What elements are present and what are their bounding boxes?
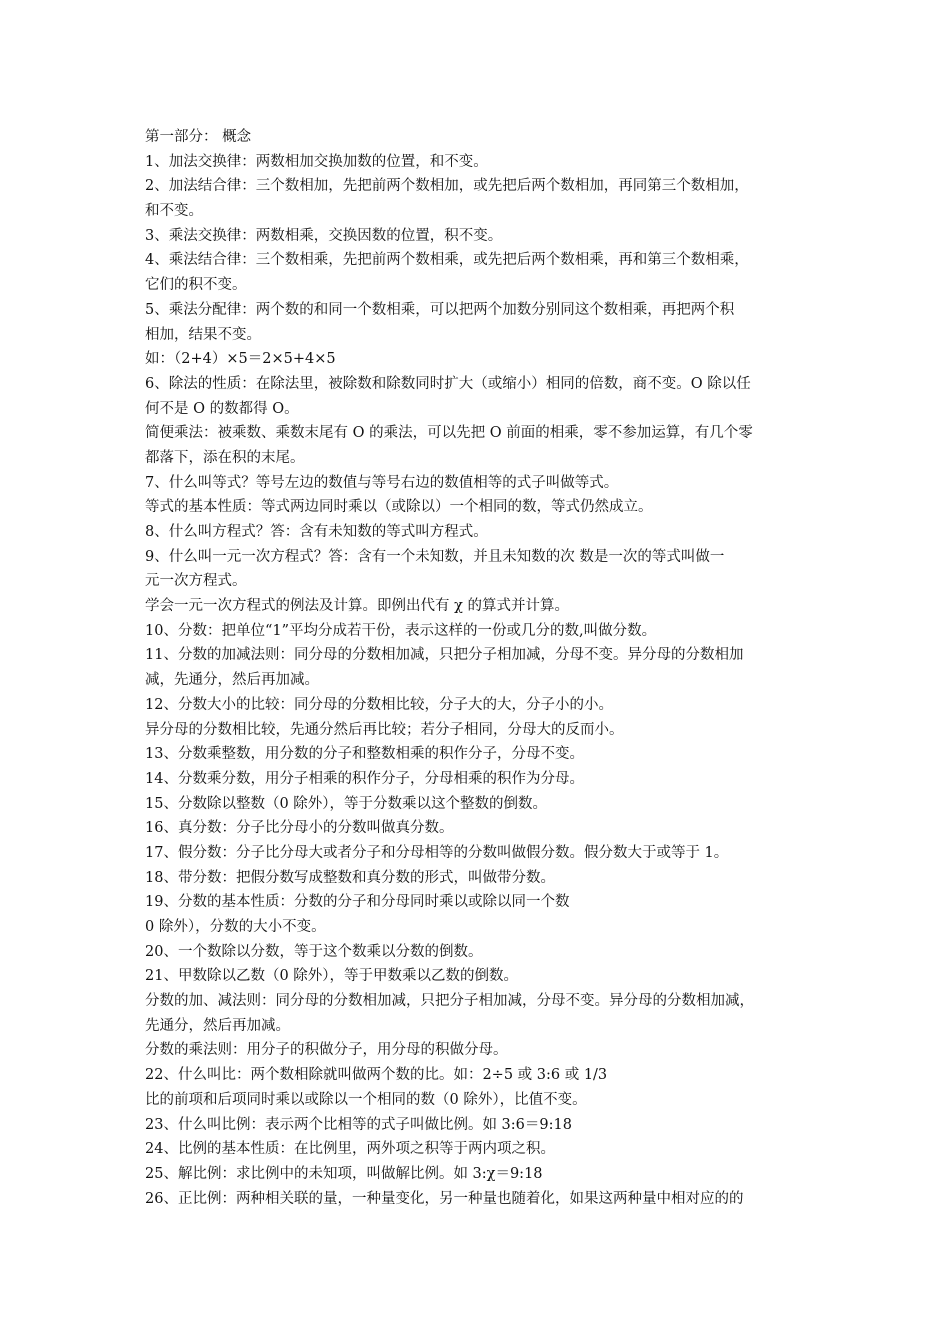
text-line: 减，先通分，然后再加减。	[145, 672, 319, 689]
text-line: 3、乘法交换律：两数相乘，交换因数的位置，积不变。	[145, 227, 503, 244]
text-line: 17、假分数：分子比分母大或者分子和分母相等的分数叫做假分数。假分数大于或等于 1。	[145, 844, 729, 861]
text-line: 24、比例的基本性质：在比例里，两外项之积等于两内项之积。	[145, 1141, 555, 1158]
text-line: 26、正比例：两种相关联的量，一种量变化，另一种量也随着化，如果这两种量中相对应的的	[145, 1190, 744, 1207]
document-body	[145, 125, 815, 1211]
text-line: 何不是 O 的数都得 O。	[145, 400, 299, 417]
text-line: 分数的加、减法则：同分母的分数相加减，只把分子相加减，分母不变。异分母的分数相加减，	[145, 993, 754, 1010]
text-line: 10、分数：把单位“1”平均分成若干份，表示这样的一份或几分的数,叫做分数。	[145, 622, 657, 639]
text-line: 6、除法的性质：在除法里，被除数和除数同时扩大（或缩小）相同的倍数，商不变。O 除以任	[145, 375, 751, 392]
text-line: 学会一元一次方程式的例法及计算。即例出代有 χ 的算式并计算。	[145, 598, 570, 615]
text-line: 5、乘法分配律：两个数的和同一个数相乘，可以把两个加数分别同这个数相乘，再把两个积	[145, 301, 735, 318]
text-line: 11、分数的加减法则：同分母的分数相加减，只把分子相加减，分母不变。异分母的分数相加	[145, 647, 744, 664]
text-line: 25、解比例：求比例中的未知项，叫做解比例。如 3:χ＝9:18	[145, 1165, 543, 1182]
text-line: 15、分数除以整数（0 除外），等于分数乘以这个整数的倒数。	[145, 795, 548, 812]
text-line: 元一次方程式。	[145, 573, 247, 590]
text-line: 23、什么叫比例：表示两个比相等的式子叫做比例。如 3:6＝9:18	[145, 1116, 572, 1133]
text-line: 22、什么叫比：两个数相除就叫做两个数的比。如：2÷5 或 3:6 或 1/3	[145, 1067, 608, 1084]
text-line: 都落下，添在积的末尾。	[145, 449, 305, 466]
text-line: 0 除外），分数的大小不变。	[145, 919, 326, 935]
text-line: 4、乘法结合律：三个数相乘，先把前两个数相乘，或先把后两个数相乘，再和第三个数相乘，	[145, 252, 749, 269]
text-line: 12、分数大小的比较：同分母的分数相比较，分子大的大，分子小的小。	[145, 696, 613, 713]
text-line: 8、什么叫方程式？答：含有未知数的等式叫方程式。	[145, 524, 488, 540]
text-line: 异分母的分数相比较，先通分然后再比较；若分子相同，分母大的反而小。	[145, 721, 624, 738]
text-line: 16、真分数：分子比分母小的分数叫做真分数。	[145, 820, 454, 837]
text-line: 13、分数乘整数，用分数的分子和整数相乘的积作分子，分母不变。	[145, 746, 584, 763]
text-line: 19、分数的基本性质：分数的分子和分母同时乘以或除以同一个数	[145, 894, 570, 911]
section-heading: 第一部分： 概念	[145, 129, 252, 145]
text-line: 分数的乘法则：用分子的积做分子，用分母的积做分母。	[145, 1042, 508, 1059]
text-line: 21、甲数除以乙数（0 除外），等于甲数乘以乙数的倒数。	[145, 968, 519, 985]
text-line: 和不变。	[145, 203, 203, 220]
text-line: 14、分数乘分数，用分子相乘的积作分子，分母相乘的积作为分母。	[145, 770, 584, 787]
text-line: 9、什么叫一元一次方程式？答：含有一个未知数，并且未知数的次 数是一次的等式叫做一	[145, 548, 725, 565]
text-line: 等式的基本性质：等式两边同时乘以（或除以）一个相同的数，等式仍然成立。	[145, 499, 653, 516]
text-line: 18、带分数：把假分数写成整数和真分数的形式，叫做带分数。	[145, 869, 555, 886]
text-line: 简便乘法：被乘数、乘数末尾有 O 的乘法，可以先把 O 前面的相乘，零不参加运算，有几个零	[145, 425, 753, 442]
text-line: 20、一个数除以分数，等于这个数乘以分数的倒数。	[145, 943, 483, 960]
text-line: 先通分，然后再加减。	[145, 1017, 290, 1034]
text-line: 比的前项和后项同时乘以或除以一个相同的数（0 除外），比值不变。	[145, 1091, 587, 1108]
text-line: 7、什么叫等式？等号左边的数值与等号右边的数值相等的式子叫做等式。	[145, 474, 619, 491]
text-line: 2、加法结合律：三个数相加，先把前两个数相加，或先把后两个数相加，再同第三个数相加，	[145, 178, 749, 195]
text-line: 1、加法交换律：两数相加交换加数的位置，和不变。	[145, 153, 488, 170]
text-line: 它们的积不变。	[145, 277, 247, 294]
text-line: 如：（2+4）×5＝2×5+4×5	[145, 351, 336, 368]
text-line: 相加，结果不变。	[145, 326, 261, 343]
